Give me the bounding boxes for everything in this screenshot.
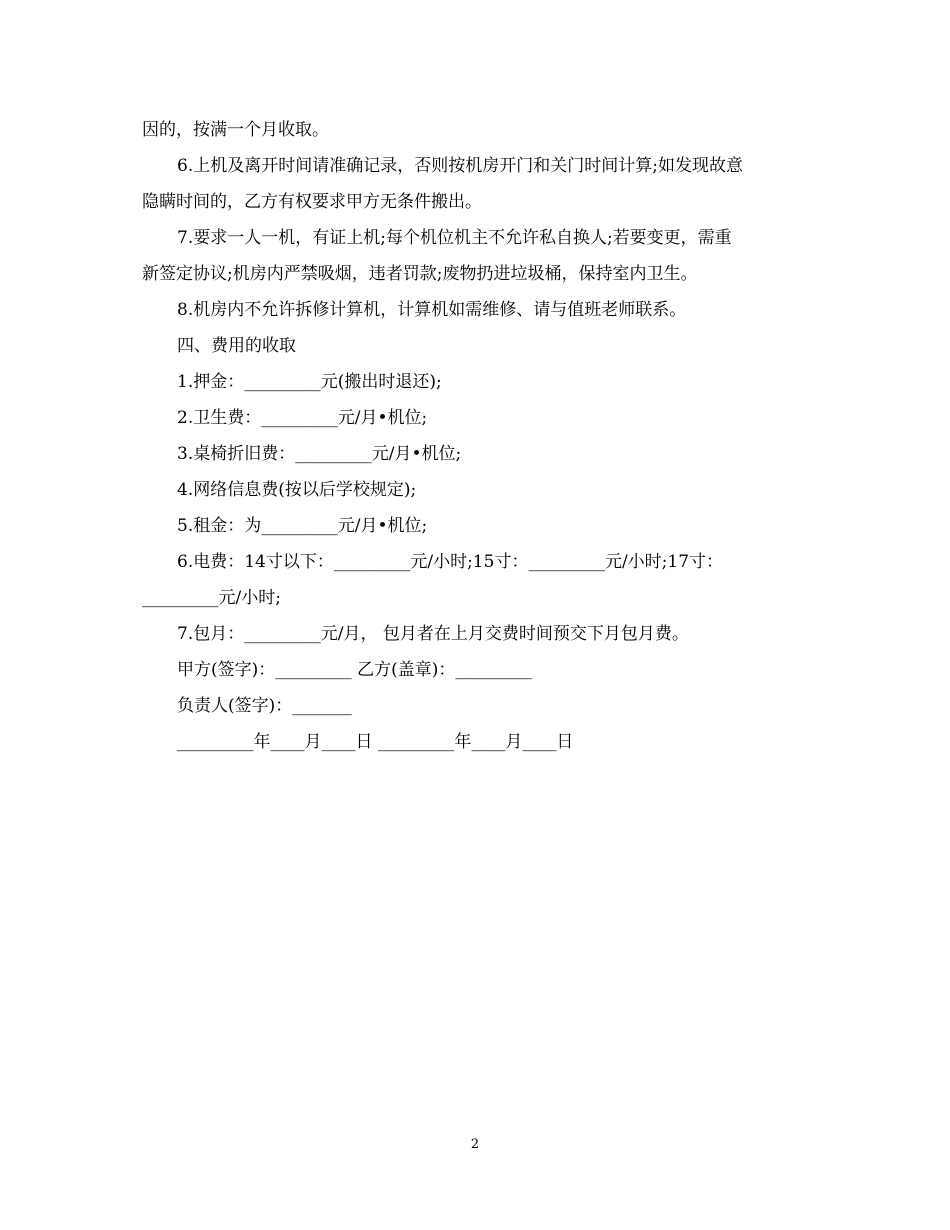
document-body bbox=[142, 112, 808, 760]
fee-item-rent: 5.租金：为_________元/月•机位; bbox=[177, 516, 428, 536]
signature-parties: 甲方(签字)：_________ 乙方(盖章)：_________ bbox=[177, 660, 532, 680]
text-line-5: 新签定协议;机房内严禁吸烟，违者罚款;废物扔进垃圾桶，保持室内卫生。 bbox=[142, 264, 698, 284]
text-line-1: 因的，按满一个月收取。 bbox=[142, 120, 329, 140]
section-heading-fees: 四、费用的收取 bbox=[177, 336, 296, 356]
fee-item-monthly: 7.包月：_________元/月， 包月者在上月交费时间预交下月包月费。 bbox=[177, 624, 689, 644]
signature-responsible-person: 负责人(签字)：_______ bbox=[177, 696, 352, 716]
fee-item-deposit: 1.押金：_________元(搬出时退还); bbox=[177, 372, 442, 392]
page-number: 2 bbox=[470, 1137, 480, 1152]
fee-item-electricity-continued: _________元/小时; bbox=[142, 588, 281, 608]
fee-item-electricity: 6.电费：14寸以下：_________元/小时;15寸：_________元/小时;17寸： bbox=[177, 552, 724, 572]
fee-item-sanitation: 2.卫生费：_________元/月•机位; bbox=[177, 408, 428, 428]
text-line-4: 7.要求一人一机，有证上机;每个机位机主不允许私自换人;若要变更，需重 bbox=[177, 228, 732, 248]
text-line-3: 隐瞒时间的，乙方有权要求甲方无条件搬出。 bbox=[142, 192, 482, 212]
text-line-2: 6.上机及离开时间请准确记录，否则按机房开门和关门时间计算;如发现故意 bbox=[177, 156, 743, 176]
text-line-6: 8.机房内不允许拆修计算机，计算机如需维修、请与值班老师联系。 bbox=[177, 300, 687, 320]
signature-dates: _________年____月____日 _________年____月____日 bbox=[177, 732, 574, 752]
fee-item-furniture-depreciation: 3.桌椅折旧费：_________元/月•机位; bbox=[177, 444, 462, 464]
fee-item-network: 4.网络信息费(按以后学校规定); bbox=[177, 480, 417, 500]
